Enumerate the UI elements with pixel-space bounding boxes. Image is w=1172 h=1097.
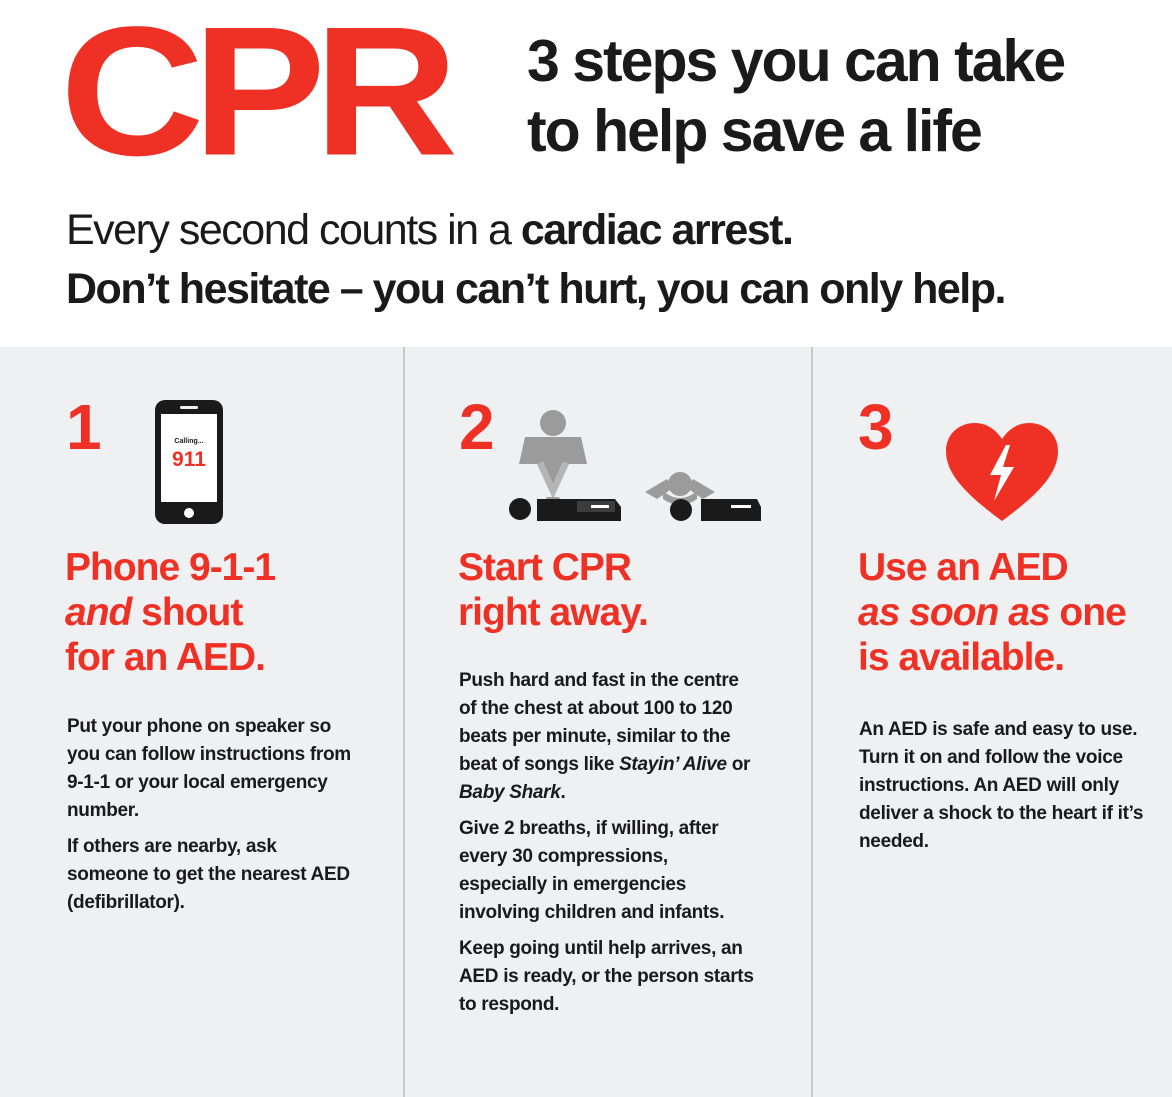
headline [527, 26, 1167, 166]
song-title: Stayin’ Alive [619, 754, 727, 775]
step-2-body [459, 667, 759, 1027]
headline-line1: 3 steps you can take [527, 28, 1065, 94]
title-rest: one [1049, 591, 1126, 634]
step-number: 2 [459, 391, 495, 463]
headline-line2: to help save a life [527, 98, 981, 164]
title-line: for an AED. [65, 636, 265, 679]
body-paragraph: Put your phone on speaker so you can follow instructions from 9-1-1 or your local emergency number. [67, 716, 351, 821]
title-italic: and [65, 591, 132, 634]
phone-icon [154, 399, 224, 525]
title-line: Phone 9-1-1 [65, 546, 276, 589]
title-line [65, 590, 395, 635]
body-text: or [726, 754, 751, 775]
step-number: 3 [858, 391, 894, 463]
aed-heart-icon [944, 421, 1060, 523]
title-line: Start CPR [458, 546, 632, 589]
steps-panel [0, 347, 1172, 1097]
body-text: . [560, 782, 566, 803]
body-paragraph: If others are nearby, ask someone to get the nearest AED (defibrillator). [67, 836, 350, 913]
title-italic: as soon as [858, 591, 1050, 634]
intro-line2: Don’t hesitate – you can’t hurt, you can only help. [66, 265, 1005, 313]
title-rest: shout [131, 591, 243, 634]
step-2 [405, 347, 811, 1097]
title-line [858, 590, 1168, 635]
step-3 [813, 347, 1172, 1097]
intro-line1-bold: cardiac arrest. [520, 206, 793, 254]
body-text: Push hard and fast in the centre of the chest at about 100 to 120 beats per minute, similar to the beat of songs like [459, 670, 739, 775]
intro-line1-regular: Every second counts in a [66, 206, 521, 254]
title-line: Use an AED [858, 546, 1068, 589]
step-1-body [67, 713, 352, 925]
body-paragraph: Give 2 breaths, if willing, after every 30 compressions, especially in emergencies involving children and infants. [459, 818, 725, 923]
body-paragraph [459, 667, 759, 807]
step-number: 1 [66, 391, 102, 463]
phone-calling-text: Calling... [174, 438, 204, 445]
step-1-title [65, 545, 395, 680]
step-3-body [859, 716, 1149, 864]
body-paragraph: An AED is safe and easy to use. Turn it on and follow the voice instructions. An AED will only deliver a shock to the heart if it’s needed. [859, 719, 1144, 852]
intro [66, 200, 1166, 318]
body-paragraph: Keep going until help arrives, an AED is ready, or the person starts to respond. [459, 938, 754, 1015]
cpr-figures-icon [505, 409, 761, 525]
step-1 [0, 347, 403, 1097]
phone-number-text: 911 [172, 448, 206, 471]
step-3-title [858, 545, 1168, 680]
song-title: Baby Shark [459, 782, 561, 803]
intro-line1 [66, 200, 1166, 260]
title-line: is available. [858, 636, 1064, 679]
step-2-title [458, 545, 798, 635]
cpr-logo: CPR [60, 0, 447, 195]
title-line: right away. [458, 591, 648, 634]
